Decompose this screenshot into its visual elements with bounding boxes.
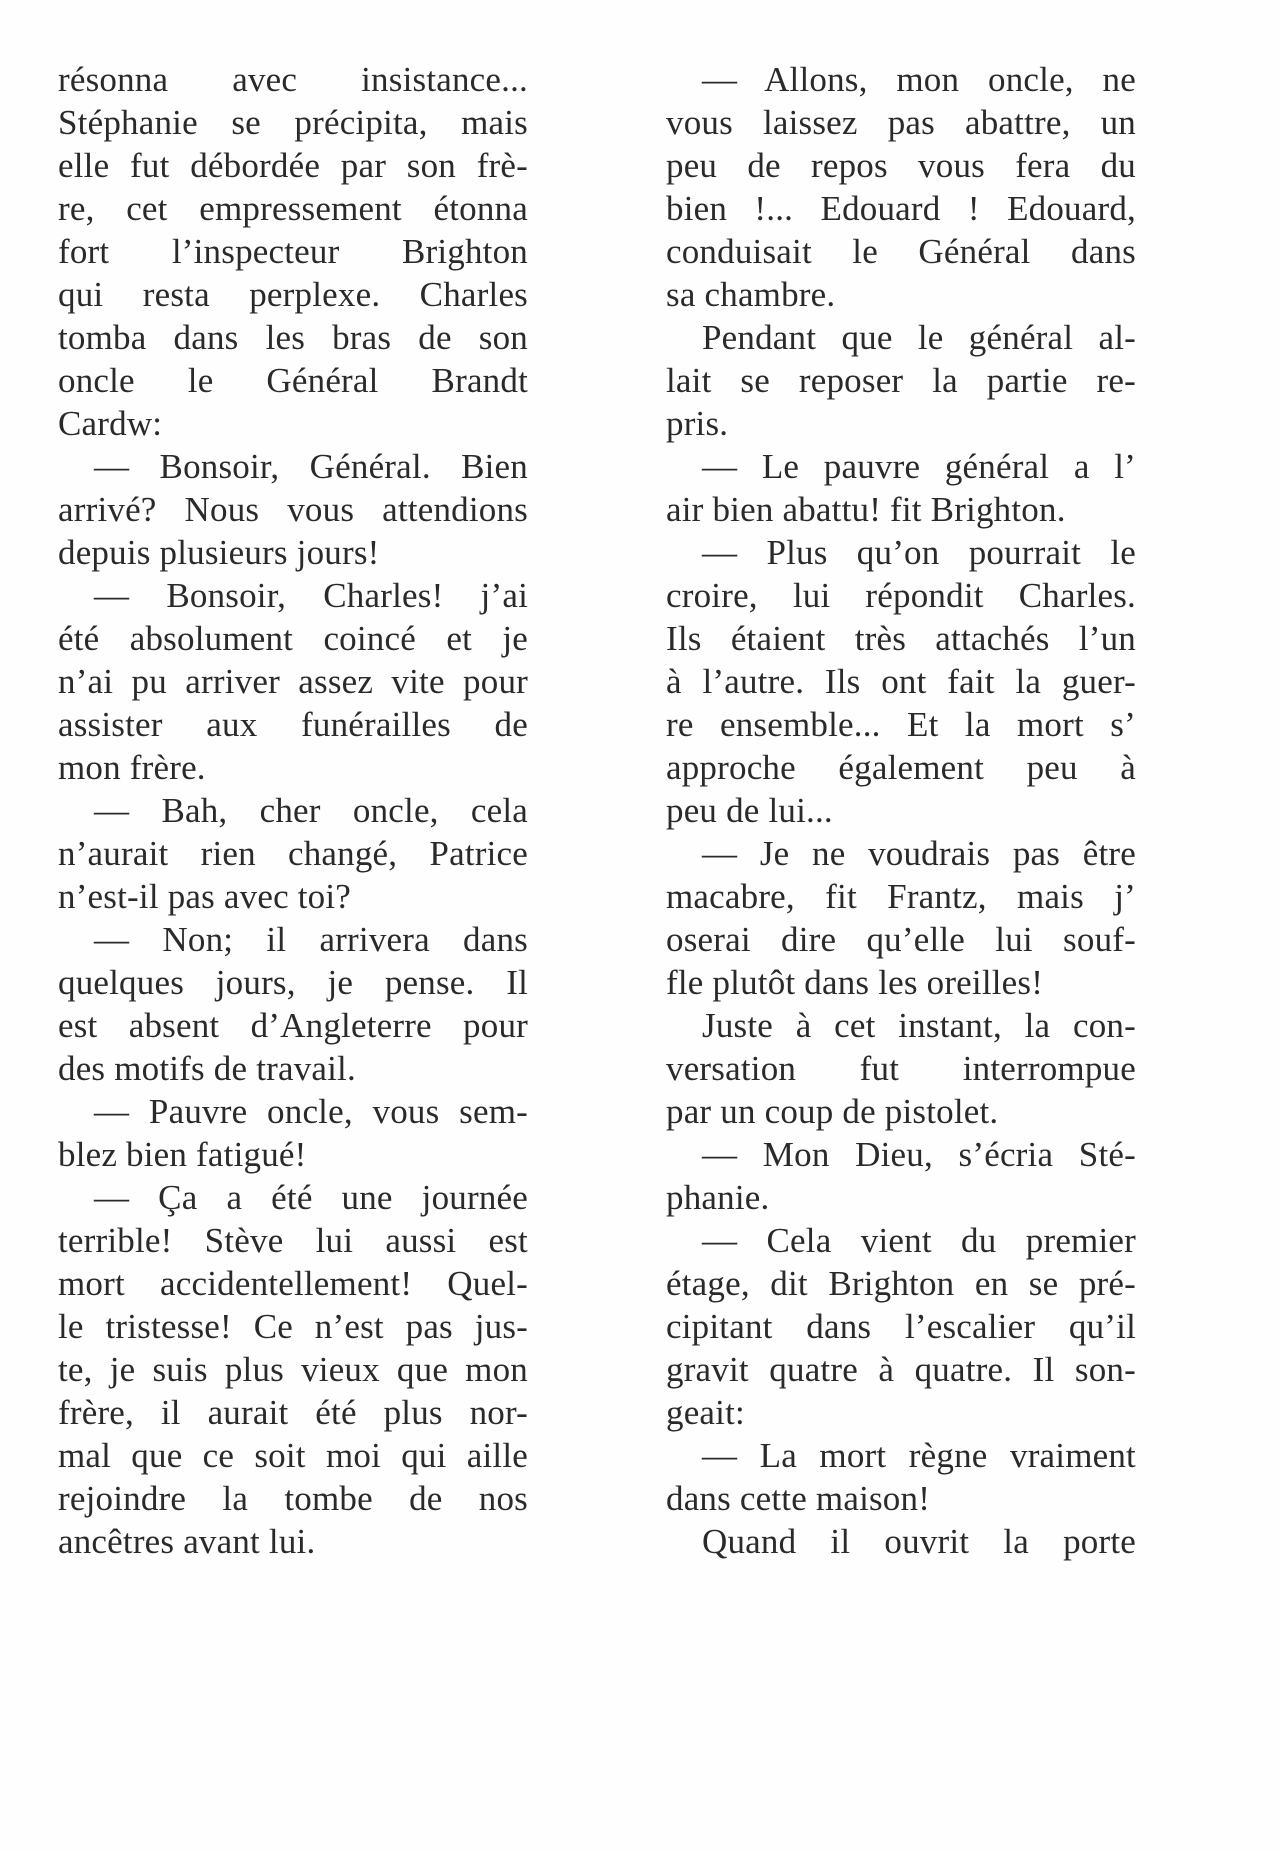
text-line: n’est-il pas avec toi? [58,877,352,916]
text-line: bien !... Edouard ! Edouard, [666,189,1136,228]
text-line: qui resta perplexe. Charles [58,275,528,314]
text-line: assister aux funérailles de [58,705,528,744]
text-line: quelques jours, je pense. Il [58,963,528,1002]
text-line: étage, dit Brighton en se pré- [666,1264,1136,1303]
text-line: tomba dans les bras de son [58,318,528,357]
text-line: oserai dire qu’elle lui souf- [666,920,1136,959]
text-line: elle fut débordée par son frè- [58,146,528,185]
text-line: — Bonsoir, Charles! j’ai [94,576,528,615]
right-column [666,58,1136,1563]
text-line: dans cette maison! [666,1479,931,1518]
text-line: arrivé? Nous vous attendions [58,490,528,529]
text-line: ancêtres avant lui. [58,1522,316,1561]
text-line: — Bah, cher oncle, cela [94,791,528,830]
text-line: phanie. [666,1178,770,1217]
text-line: croire, lui répondit Charles. [666,576,1136,615]
text-line: peu de lui... [666,791,833,830]
text-line: — Je ne voudrais pas être [702,834,1136,873]
text-line: cipitant dans l’escalier qu’il [666,1307,1136,1346]
text-line: Stéphanie se précipita, mais [58,103,528,142]
text-line: par un coup de pistolet. [666,1092,999,1131]
text-line: des motifs de travail. [58,1049,356,1088]
text-line: n’ai pu arriver assez vite pour [58,662,528,701]
text-line: — Pauvre oncle, vous sem- [94,1092,528,1131]
text-line: sa chambre. [666,275,836,314]
text-line: mon frère. [58,748,206,787]
text-line: n’aurait rien changé, Patrice [58,834,528,873]
text-line: Ils étaient très attachés l’un [666,619,1136,658]
text-line: gravit quatre à quatre. Il son- [666,1350,1136,1389]
text-line: frère, il aurait été plus nor- [58,1393,528,1432]
text-line: conduisait le Général dans [666,232,1136,271]
text-line: Pendant que le général al- [702,318,1136,357]
text-line: versation fut interrompue [666,1049,1136,1088]
text-line: fle plutôt dans les oreilles! [666,963,1044,1002]
text-line: mort accidentellement! Quel- [58,1264,528,1303]
text-line: blez bien fatigué! [58,1135,307,1174]
text-line: lait se reposer la partie re- [666,361,1136,400]
text-line: re ensemble... Et la mort s’ [666,705,1136,744]
text-line: — Le pauvre général a l’ [702,447,1136,486]
text-line: le tristesse! Ce n’est pas jus- [58,1307,528,1346]
text-line: rejoindre la tombe de nos [58,1479,528,1518]
text-line: te, je suis plus vieux que mon [58,1350,528,1389]
text-line: terrible! Stève lui aussi est [58,1221,528,1260]
text-line: été absolument coincé et je [58,619,528,658]
text-line: à l’autre. Ils ont fait la guer- [666,662,1136,701]
text-line: Cardw: [58,404,163,443]
text-line: — Plus qu’on pourrait le [702,533,1136,572]
text-line: — Mon Dieu, s’écria Sté- [702,1135,1136,1174]
text-line: fort l’inspecteur Brighton [58,232,528,271]
text-line: mal que ce soit moi qui aille [58,1436,528,1475]
text-line: — Bonsoir, Général. Bien [94,447,528,486]
text-line: pris. [666,404,729,443]
text-line: — Ça a été une journée [94,1178,528,1217]
text-line: — Cela vient du premier [702,1221,1136,1260]
text-line: geait: [666,1393,745,1432]
text-line: vous laissez pas abattre, un [666,103,1136,142]
text-line: oncle le Général Brandt [58,361,528,400]
text-line: peu de repos vous fera du [666,146,1136,185]
text-line: re, cet empressement étonna [58,189,528,228]
text-line: macabre, fit Frantz, mais j’ [666,877,1136,916]
text-line: est absent d’Angleterre pour [58,1006,528,1045]
text-line: — La mort règne vraiment [702,1436,1136,1475]
text-line: air bien abattu! fit Brighton. [666,490,1066,529]
text-line: approche également peu à [666,748,1136,787]
text-line: Quand il ouvrit la porte [702,1522,1136,1561]
text-line: depuis plusieurs jours! [58,533,380,572]
text-line: Juste à cet instant, la con- [702,1006,1136,1045]
text-line: — Non; il arrivera dans [94,920,528,959]
text-line: résonna avec insistance... [58,60,528,99]
text-line: — Allons, mon oncle, ne [702,60,1136,99]
left-column [58,58,528,1563]
